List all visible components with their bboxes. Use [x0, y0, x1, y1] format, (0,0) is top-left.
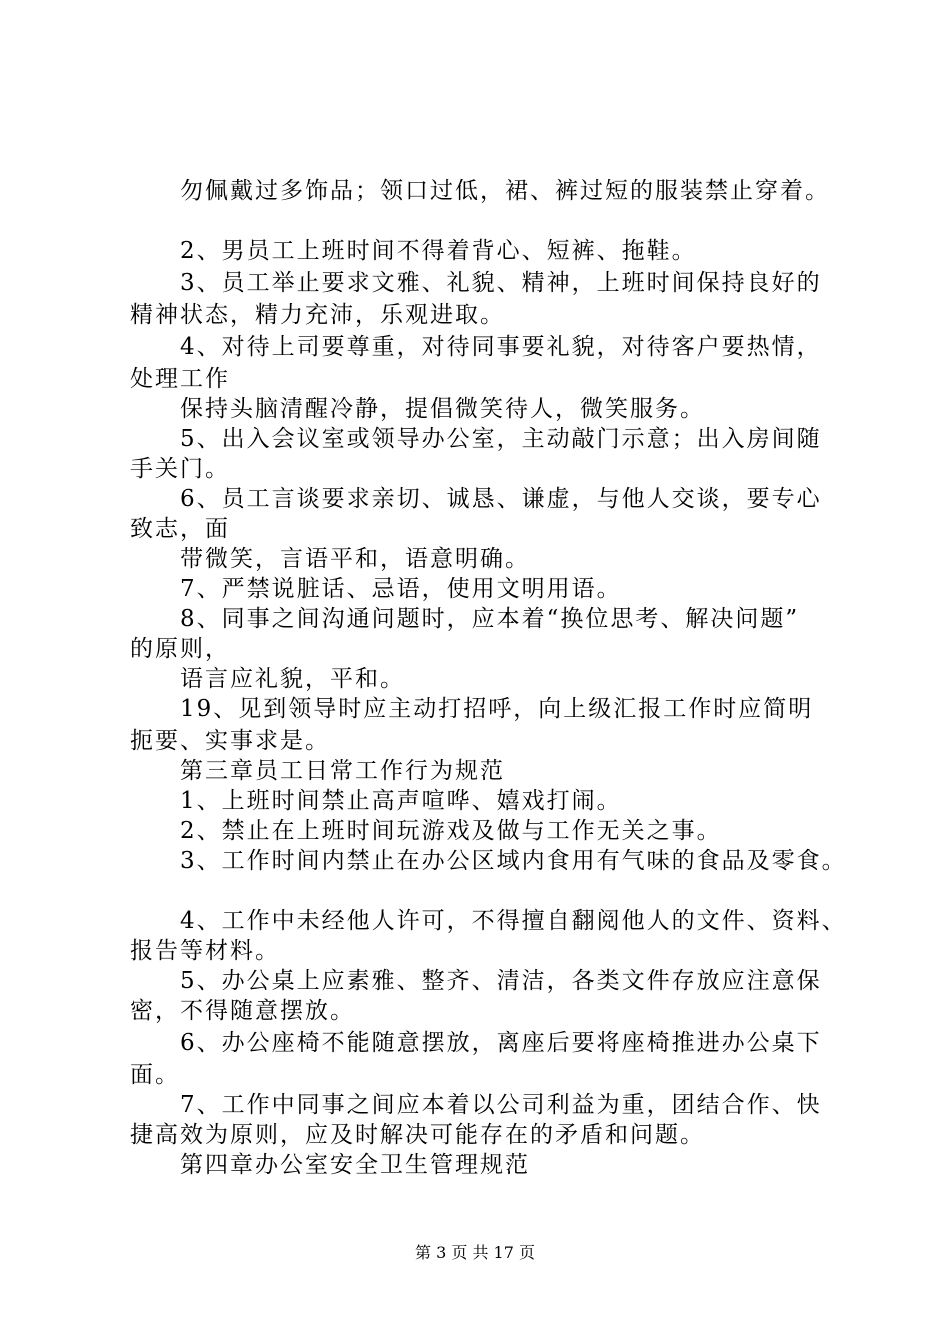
text-line: 面。 [130, 1062, 180, 1088]
text-line: 捷高效为原则，应及时解决可能存在的矛盾和问题。 [130, 1122, 705, 1148]
chapter-heading: 第四章办公室安全卫生管理规范 [180, 1152, 530, 1178]
text-line: 5、办公桌上应素雅、整齐、清洁，各类文件存放应注意保 [180, 968, 822, 994]
text-line: 处理工作 [130, 366, 230, 392]
text-line: 1、上班时间禁止高声喧哗、嬉戏打闹。 [180, 788, 622, 814]
text-line: 6、员工言谈要求亲切、诚恳、谦虚，与他人交谈，要专心 [180, 486, 822, 512]
text-line: 6、办公座椅不能随意摆放，离座后要将座椅推进办公桌下 [180, 1030, 822, 1056]
text-line: 扼要、实事求是。 [130, 728, 330, 754]
text-line: 4、工作中未经他人许可，不得擅自翻阅他人的文件、资料、 [180, 908, 847, 934]
text-line: 7、工作中同事之间应本着以公司利益为重，团结合作、快 [180, 1092, 822, 1118]
text-line: 勿佩戴过多饰品；领口过低，裙、裤过短的服装禁止穿着。 [180, 178, 830, 204]
chapter-heading: 第三章员工日常工作行为规范 [180, 758, 505, 784]
text-line: 报告等材料。 [130, 938, 280, 964]
text-line: 的原则， [130, 636, 230, 662]
text-line: 3、员工举止要求文雅、礼貌、精神，上班时间保持良好的 [180, 270, 822, 296]
text-line: 3、工作时间内禁止在办公区域内食用有气味的食品及零食。 [180, 848, 847, 874]
page-footer [0, 1242, 950, 1264]
text-line: 手关门。 [130, 456, 230, 482]
text-line: 7、严禁说脏话、忌语，使用文明用语。 [180, 576, 622, 602]
text-line: 致志，面 [130, 516, 230, 542]
text-line: 8、同事之间沟通问题时，应本着“换位思考、解决问题” [180, 606, 800, 632]
text-line: 4、对待上司要尊重，对待同事要礼貌，对待客户要热情， [180, 334, 822, 360]
page-number: 第 3 页 共 17 页 [415, 1243, 535, 1262]
text-line: 19、见到领导时应主动打招呼，向上级汇报工作时应简明 [180, 696, 814, 722]
text-line: 精神状态，精力充沛，乐观进取。 [130, 302, 505, 328]
text-line: 2、男员工上班时间不得着背心、短裤、拖鞋。 [180, 238, 697, 264]
text-line: 2、禁止在上班时间玩游戏及做与工作无关之事。 [180, 818, 722, 844]
text-line: 5、出入会议室或领导办公室，主动敲门示意；出入房间随 [180, 426, 822, 452]
text-line: 语言应礼貌，平和。 [180, 666, 405, 692]
text-line: 保持头脑清醒冷静，提倡微笑待人，微笑服务。 [180, 396, 705, 422]
text-line: 带微笑，言语平和，语意明确。 [180, 546, 530, 572]
text-line: 密，不得随意摆放。 [130, 998, 355, 1024]
